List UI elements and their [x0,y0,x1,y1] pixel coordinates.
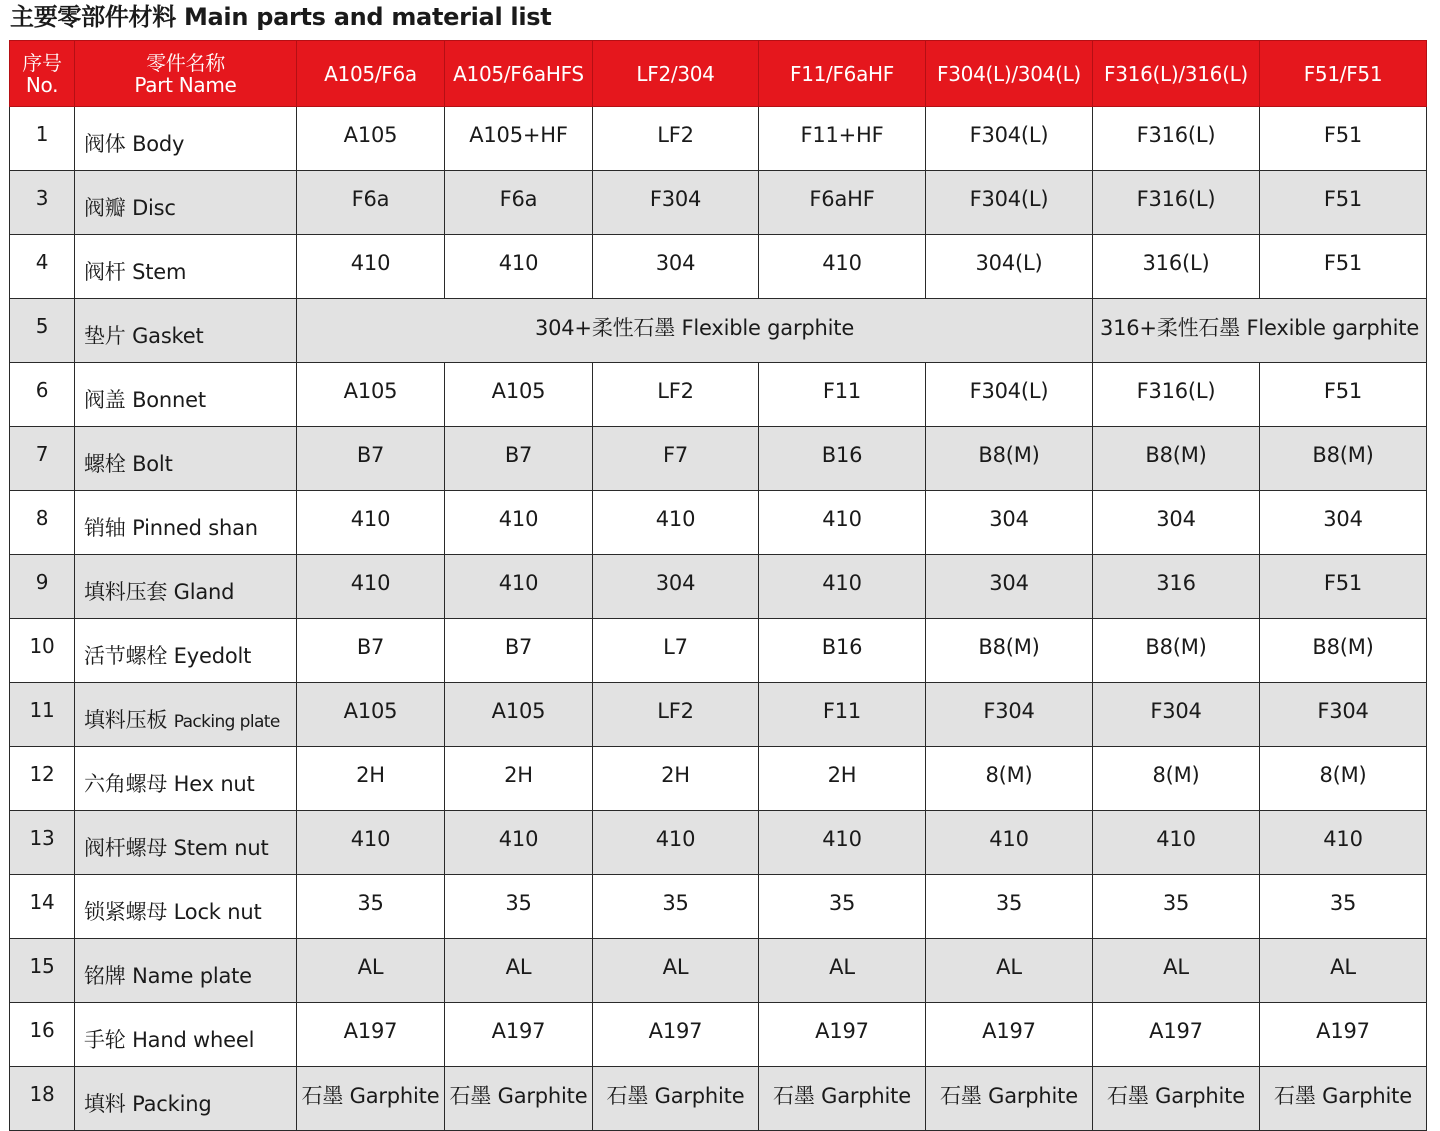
material-cell: 410 [445,491,593,555]
material-cell: A197 [926,1003,1093,1067]
material-cell: 410 [593,811,759,875]
material-cell: LF2 [593,363,759,427]
material-cell: B7 [297,619,445,683]
part-name: 阀盖 Bonnet [75,363,297,427]
material-cell: AL [445,939,593,1003]
table-row [10,811,1427,875]
row-number: 8 [10,491,75,555]
table-row [10,107,1427,171]
material-cell: A197 [1093,1003,1260,1067]
material-cell: 304 [593,235,759,299]
material-cell: F51 [1260,363,1427,427]
header-no [10,41,75,107]
table-row [10,555,1427,619]
material-cell: 35 [297,875,445,939]
header-part-name-en: Part Name [134,72,237,97]
gasket-material-merged-304: 304+柔性石墨 Flexible garphite [297,299,1093,363]
material-cell: 410 [593,491,759,555]
material-cell: F6a [445,171,593,235]
material-cell: 304 [1260,491,1427,555]
material-cell: 410 [759,555,926,619]
table-row [10,427,1427,491]
material-cell: B7 [445,619,593,683]
material-cell: A197 [445,1003,593,1067]
row-number: 9 [10,555,75,619]
material-cell: F11 [759,363,926,427]
material-cell: F11+HF [759,107,926,171]
part-name: 活节螺栓 Eyedolt [75,619,297,683]
header-material-a105-f6ahfs: A105/F6aHFS [445,41,593,107]
material-cell: AL [297,939,445,1003]
part-name [75,683,297,747]
table-row [10,939,1427,1003]
table-row [10,1067,1427,1131]
material-cell: 410 [297,555,445,619]
material-cell: F304(L) [926,107,1093,171]
table-row [10,491,1427,555]
material-cell: LF2 [593,107,759,171]
material-cell: F51 [1260,235,1427,299]
header-part-name [75,41,297,107]
material-cell: AL [593,939,759,1003]
table-row [10,363,1427,427]
table-row [10,747,1427,811]
part-name: 螺栓 Bolt [75,427,297,491]
row-number: 3 [10,171,75,235]
part-name: 手轮 Hand wheel [75,1003,297,1067]
header-material-f11-f6ahf: F11/F6aHF [759,41,926,107]
material-cell: B8(M) [1260,619,1427,683]
material-cell: F6a [297,171,445,235]
material-cell: 410 [1093,811,1260,875]
material-cell: F11 [759,683,926,747]
material-cell: A197 [1260,1003,1427,1067]
material-cell: LF2 [593,683,759,747]
material-cell: 316 [1093,555,1260,619]
table-header-row [10,41,1427,107]
part-name: 阀杆螺母 Stem nut [75,811,297,875]
table-row [10,683,1427,747]
header-material-f316l: F316(L)/316(L) [1093,41,1260,107]
row-number: 6 [10,363,75,427]
material-cell: 410 [297,235,445,299]
part-name: 铭牌 Name plate [75,939,297,1003]
material-cell: F316(L) [1093,171,1260,235]
material-cell: 石墨 Garphite [759,1067,926,1131]
part-name: 阀瓣 Disc [75,171,297,235]
material-cell: L7 [593,619,759,683]
header-no-en: No. [25,72,59,97]
part-name: 填料 Packing [75,1067,297,1131]
row-number: 4 [10,235,75,299]
material-cell: AL [1260,939,1427,1003]
material-cell: 石墨 Garphite [1093,1067,1260,1131]
material-cell: F51 [1260,555,1427,619]
material-cell: 410 [759,491,926,555]
material-cell: B8(M) [926,427,1093,491]
header-material-f304l: F304(L)/304(L) [926,41,1093,107]
material-cell: F304 [926,683,1093,747]
header-no-cn: 序号 [22,50,62,75]
material-cell: A105+HF [445,107,593,171]
row-number: 18 [10,1067,75,1131]
material-cell: 304 [1093,491,1260,555]
material-cell: F6aHF [759,171,926,235]
material-cell: F316(L) [1093,363,1260,427]
material-cell: 2H [593,747,759,811]
material-cell: B7 [445,427,593,491]
material-cell: F304 [1093,683,1260,747]
material-cell: B8(M) [1260,427,1427,491]
material-cell: A105 [297,107,445,171]
material-cell: 2H [445,747,593,811]
material-cell: AL [926,939,1093,1003]
material-cell: AL [759,939,926,1003]
material-cell: A105 [445,363,593,427]
part-name: 销轴 Pinned shan [75,491,297,555]
material-cell: 410 [297,811,445,875]
part-name: 阀杆 Stem [75,235,297,299]
material-cell: 35 [759,875,926,939]
material-cell: A105 [445,683,593,747]
table-row [10,619,1427,683]
part-name: 锁紧螺母 Lock nut [75,875,297,939]
part-name: 填料压套 Gland [75,555,297,619]
row-number: 13 [10,811,75,875]
row-number: 10 [10,619,75,683]
material-cell: 8(M) [926,747,1093,811]
material-cell: A197 [297,1003,445,1067]
material-cell: B8(M) [926,619,1093,683]
material-cell: B8(M) [1093,619,1260,683]
part-name-en: Packing plate [173,711,280,732]
material-cell: 35 [926,875,1093,939]
material-cell: 410 [759,811,926,875]
material-cell: 35 [1260,875,1427,939]
material-cell: 410 [445,555,593,619]
material-cell: 35 [1093,875,1260,939]
gasket-material-merged-316: 316+柔性石墨 Flexible garphite [1093,299,1427,363]
material-cell: AL [1093,939,1260,1003]
row-number: 12 [10,747,75,811]
material-cell: 410 [445,811,593,875]
row-number: 11 [10,683,75,747]
part-name: 垫片 Gasket [75,299,297,363]
row-number: 5 [10,299,75,363]
material-cell: 410 [445,235,593,299]
material-cell: F304 [593,171,759,235]
material-cell: F304(L) [926,171,1093,235]
material-cell: 石墨 Garphite [926,1067,1093,1131]
table-row [10,875,1427,939]
row-number: 16 [10,1003,75,1067]
header-material-lf2-304: LF2/304 [593,41,759,107]
material-cell: 8(M) [1093,747,1260,811]
table-row [10,171,1427,235]
material-cell: 35 [445,875,593,939]
material-cell: B16 [759,427,926,491]
material-cell: 304 [926,555,1093,619]
material-cell: F51 [1260,107,1427,171]
material-cell: 石墨 Garphite [1260,1067,1427,1131]
material-cell: 35 [593,875,759,939]
material-cell: 410 [759,235,926,299]
part-name: 六角螺母 Hex nut [75,747,297,811]
material-cell: 316(L) [1093,235,1260,299]
material-cell: F316(L) [1093,107,1260,171]
material-cell: B7 [297,427,445,491]
material-cell: 石墨 Garphite [593,1067,759,1131]
material-cell: F304(L) [926,363,1093,427]
material-cell: A105 [297,683,445,747]
material-cell: 410 [926,811,1093,875]
material-cell: 8(M) [1260,747,1427,811]
material-cell: 410 [1260,811,1427,875]
row-number: 14 [10,875,75,939]
header-part-name-cn: 零件名称 [146,50,225,75]
material-cell: A197 [593,1003,759,1067]
page-title: 主要零部件材料 Main parts and material list [10,3,552,31]
part-name-cn: 填料压板 [84,707,168,732]
material-cell: 304 [593,555,759,619]
row-number: 7 [10,427,75,491]
material-cell: 410 [297,491,445,555]
material-cell: A197 [759,1003,926,1067]
material-cell: 2H [759,747,926,811]
material-cell: F304 [1260,683,1427,747]
table-row [10,235,1427,299]
header-material-f51: F51/F51 [1260,41,1427,107]
material-cell: A105 [297,363,445,427]
material-cell: B8(M) [1093,427,1260,491]
material-cell: 2H [297,747,445,811]
material-cell: F7 [593,427,759,491]
row-number: 1 [10,107,75,171]
material-cell: 石墨 Garphite [297,1067,445,1131]
material-cell: 304(L) [926,235,1093,299]
header-material-a105-f6a: A105/F6a [297,41,445,107]
material-cell: 304 [926,491,1093,555]
material-cell: B16 [759,619,926,683]
material-cell: 石墨 Garphite [445,1067,593,1131]
table-row [10,1003,1427,1067]
materials-table [9,40,1427,1131]
row-number: 15 [10,939,75,1003]
material-cell: F51 [1260,171,1427,235]
table-row [10,299,1427,363]
part-name: 阀体 Body [75,107,297,171]
